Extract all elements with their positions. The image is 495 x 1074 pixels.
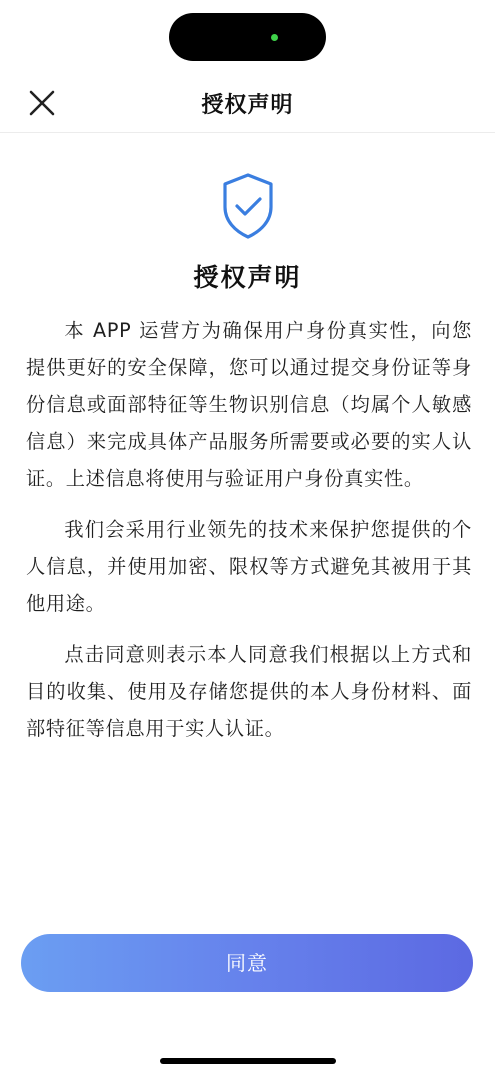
camera-indicator-dot [271,34,278,41]
navigation-bar [0,75,495,133]
statement-paragraph-1: 本 APP 运营方为确保用户身份真实性，向您提供更好的安全保障，您可以通过提交身份证等身份信息或面部特征等生物识别信息（均属个人敏感信息）来完成具体产品服务所需要或必要的实人认证。上述信息将使用与验证用户身份真实性。 [26,319,472,490]
page-title: 授权声明 [201,93,294,118]
statement-heading: 授权声明 [193,263,302,292]
statement-paragraph-3: 点击同意则表示本人同意我们根据以上方式和目的收集、使用及存储您提供的本人身份材料、面部特征等信息用于实人认证。 [26,643,472,740]
shield-check-icon [219,171,277,241]
agree-button[interactable]: 同意 [21,934,473,992]
statement-paragraph-2: 我们会采用行业领先的技术来保护您提供的个人信息，并使用加密、限权等方式避免其被用于其他用途。 [26,518,472,615]
dynamic-island [169,13,326,61]
statement-content [26,312,472,761]
home-indicator[interactable] [160,1058,336,1064]
